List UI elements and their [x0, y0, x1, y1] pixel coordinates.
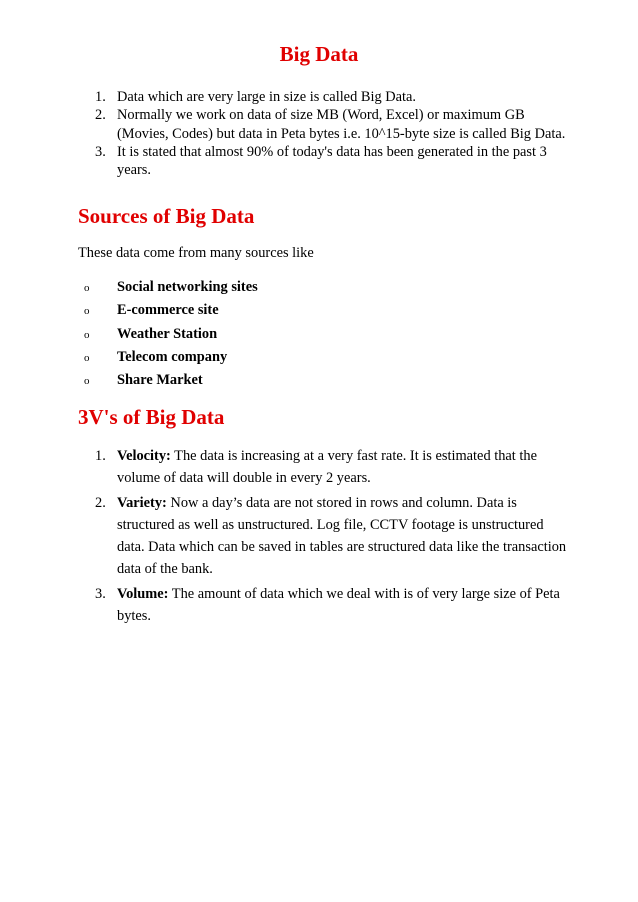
list-number: 2.: [95, 107, 106, 124]
list-item-text: Now a day’s data are not stored in rows and column. Data is structured as well as unstructured. Log file, CCTV footage is unstructured data. Data which can be saved in tables are structured data like the transaction data of the bank.: [117, 495, 567, 577]
list-number: 1.: [95, 448, 106, 464]
list-item: [95, 88, 567, 106]
three-vs-heading: 3V's of Big Data: [78, 405, 225, 429]
bullet-circle-icon: o: [84, 305, 90, 318]
page-title: Big Data: [279, 42, 359, 66]
three-vs-list: [95, 445, 567, 627]
list-item: [95, 106, 567, 143]
sources-list: [84, 278, 258, 394]
bullet-circle-icon: o: [84, 351, 90, 364]
list-item: [84, 371, 258, 389]
list-item: [95, 583, 567, 627]
sources-heading: Sources of Big Data: [78, 204, 255, 228]
intro-list: [95, 88, 567, 179]
list-item-term: Velocity:: [117, 448, 171, 464]
list-item: [95, 143, 567, 180]
list-item: [84, 348, 258, 366]
sources-intro: These data come from many sources like: [78, 245, 314, 261]
list-item: [84, 325, 258, 343]
bullet-circle-icon: o: [84, 282, 90, 294]
list-item-text: It is stated that almost 90% of today's data has been generated in the past 3 years.: [117, 143, 547, 179]
list-number: 3.: [95, 586, 106, 602]
list-item-text: Share Market: [117, 372, 203, 389]
list-item-term: Volume:: [117, 586, 169, 602]
list-item-text: Social networking sites: [117, 279, 258, 295]
list-number: 1.: [95, 89, 106, 105]
list-item-text: Normally we work on data of size MB (Word, Excel) or maximum GB (Movies, Codes) but data in Peta bytes i.e. 10^15-byte size is called Big Data.: [117, 107, 566, 142]
list-item-text: Weather Station: [117, 325, 218, 342]
list-item-text: The amount of data which we deal with is of very large size of Peta bytes.: [117, 586, 560, 624]
list-item-text: Telecom company: [117, 348, 228, 365]
list-item: [84, 278, 258, 296]
list-item-text: E-commerce site: [117, 302, 219, 319]
list-item-text: The data is increasing at a very fast rate. It is estimated that the volume of data will double in every 2 years.: [117, 448, 537, 486]
list-number: 2.: [95, 495, 106, 511]
list-number: 3.: [95, 143, 106, 160]
list-item-term: Variety:: [117, 495, 167, 511]
bullet-circle-icon: o: [84, 375, 90, 388]
bullet-circle-icon: o: [84, 328, 90, 341]
list-item: [95, 445, 567, 489]
list-item: [95, 492, 567, 580]
list-item-text: Data which are very large in size is called Big Data.: [117, 89, 417, 105]
list-item: [84, 301, 258, 319]
